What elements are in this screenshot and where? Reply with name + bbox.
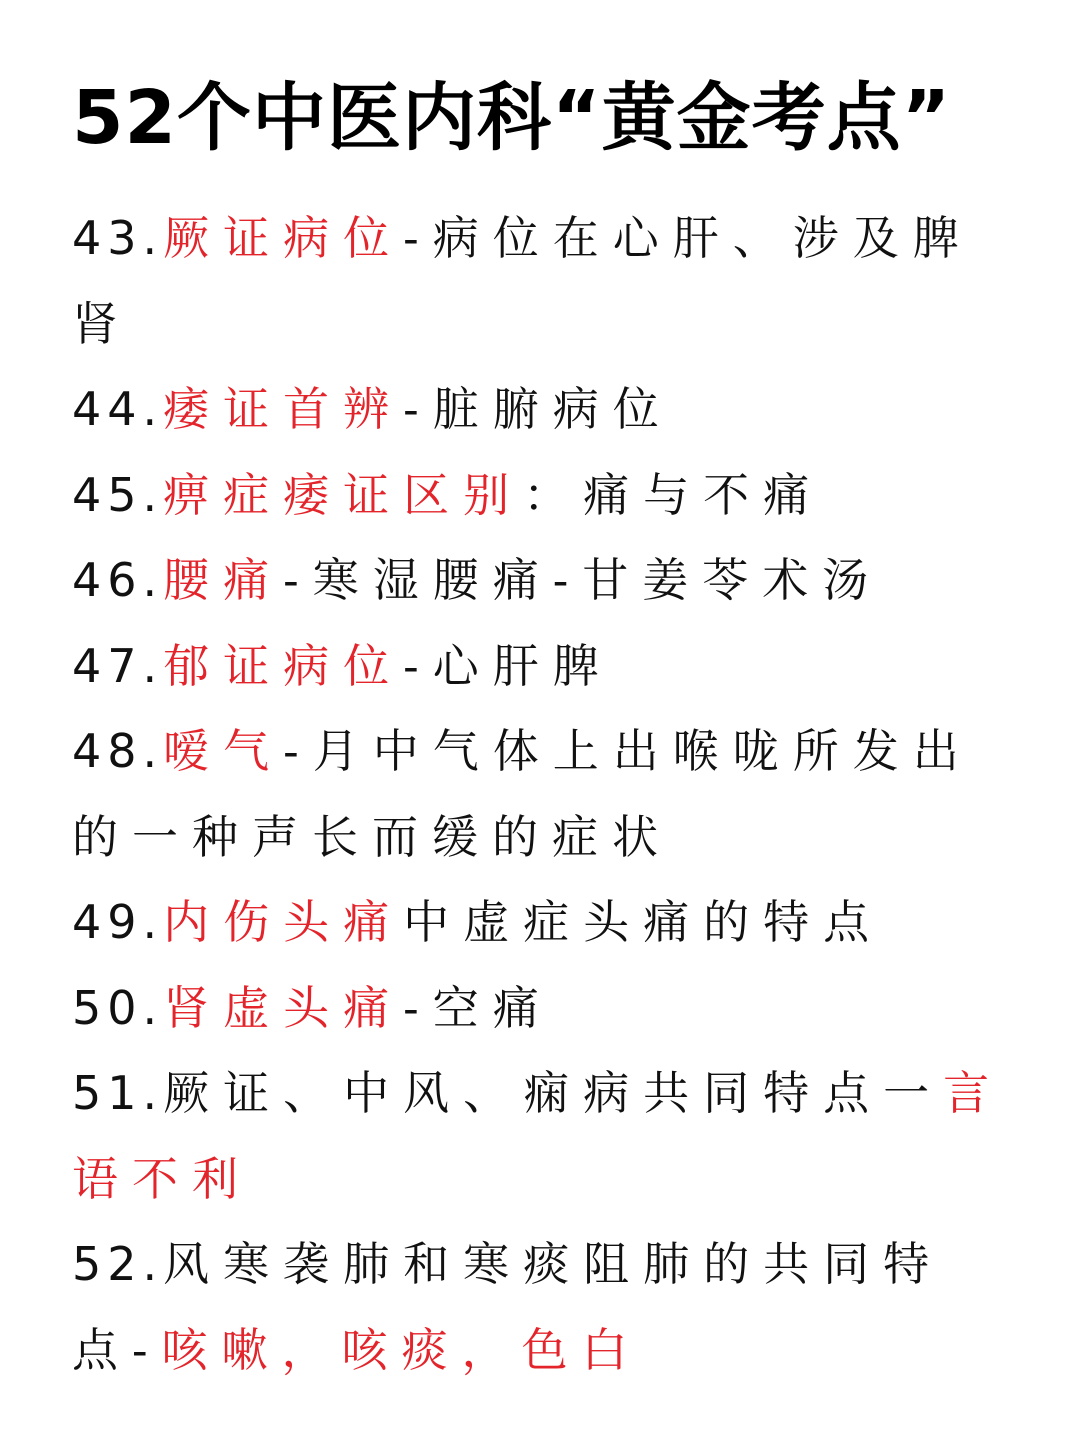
page-title: 52个中医内科“黄金考点” — [72, 75, 952, 161]
item-description: -寒湿腰痛-甘姜苓术汤 — [283, 553, 883, 607]
exam-points-list — [72, 196, 1012, 1393]
item-keyword: 嗳气 — [163, 724, 284, 778]
item-keyword: 咳嗽，咳痰，色白 — [161, 1322, 642, 1377]
list-item — [72, 709, 1012, 880]
item-description: -心肝脾 — [403, 638, 613, 693]
item-number: 44. — [72, 382, 164, 436]
item-keyword: 肾虚头痛 — [163, 980, 404, 1035]
item-number: 50. — [72, 980, 164, 1035]
item-description: 厥证、中风、痫病共同特点一 — [163, 1066, 944, 1120]
item-description: -病位在心肝、涉及脾肾 — [72, 211, 973, 351]
item-number: 47. — [72, 638, 164, 693]
item-number: 51. — [72, 1066, 164, 1120]
item-number: 49. — [72, 895, 164, 949]
item-keyword: 内伤头痛 — [163, 895, 404, 949]
list-item — [72, 624, 1012, 710]
list-item — [72, 880, 1012, 966]
list-item — [72, 196, 1012, 367]
item-description: 风寒袭肺和寒痰阻肺的共同特点- — [72, 1237, 944, 1377]
list-item — [72, 966, 1012, 1052]
item-description: ：痛与不痛 — [523, 467, 824, 522]
item-description: 中虚症头痛的特点 — [403, 895, 884, 949]
list-item — [72, 538, 1012, 624]
list-item — [72, 367, 1012, 453]
item-description: -空痛 — [403, 980, 553, 1035]
item-keyword: 言语不利 — [72, 1066, 1004, 1206]
item-keyword: 痹症痿证区别 — [163, 467, 524, 522]
item-number: 48. — [72, 724, 164, 778]
item-description: -脏腑病位 — [403, 382, 673, 436]
item-number: 46. — [72, 553, 164, 607]
item-description: -月中气体上出喉咙所发出的一种声长而缓的症状 — [72, 724, 973, 864]
item-number: 43. — [72, 211, 164, 265]
list-item — [72, 453, 1012, 539]
list-item — [72, 1222, 1012, 1393]
item-number: 52. — [72, 1237, 164, 1291]
item-keyword: 厥证病位 — [163, 211, 404, 265]
item-number: 45. — [72, 467, 164, 522]
list-item — [72, 1051, 1012, 1222]
item-keyword: 腰痛 — [163, 553, 284, 607]
item-keyword: 郁证病位 — [163, 638, 404, 693]
item-keyword: 痿证首辨 — [163, 382, 404, 436]
